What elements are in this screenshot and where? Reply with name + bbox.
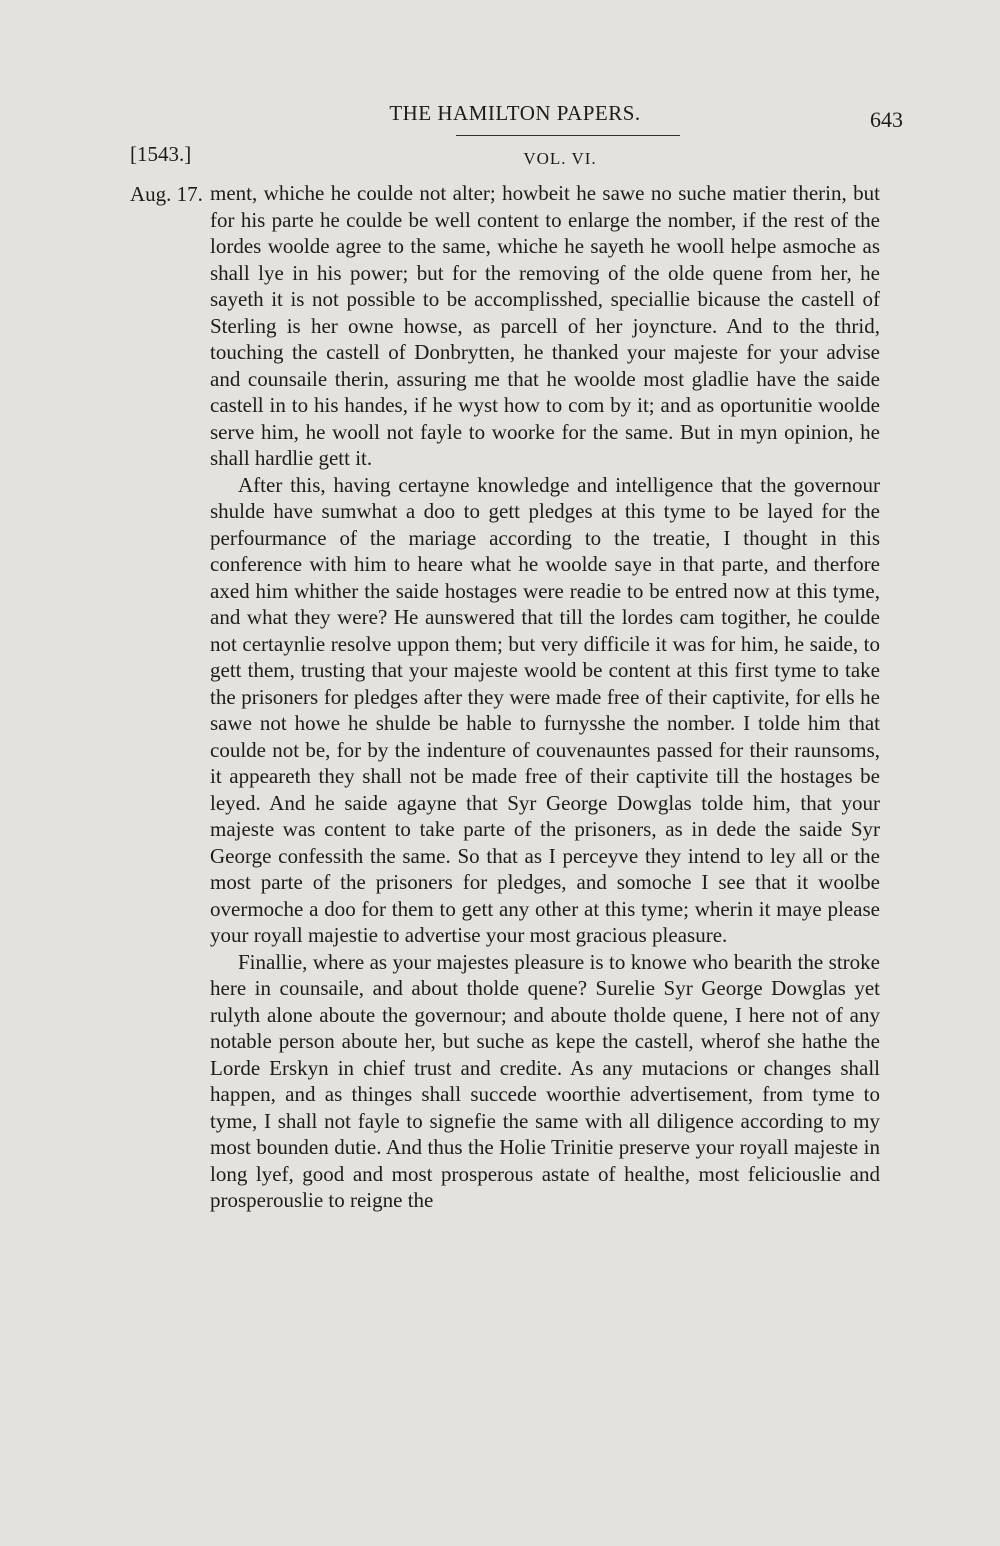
paragraph: Finallie, where as your majestes pleasure is to knowe who bearith the stroke here in counsaile, and about tholde quene? Surelie Syr George Dowglas yet rulyth alone aboute the governour; and aboute tholde quene, I here not of any notable person aboute her, but suche as kepe the castell, wherof she hathe the Lorde Erskyn in chief trust and credite. As any mutacions or changes shall happen, and as thinges shall succede woorthie advertisement, from tyme to tyme, I shall not fayle to signefie the same with all diligence according to my most bounden dutie. And thus the Holie Trinitie preserve your royall majeste in long lyef, good and most prosperous astate of healthe, most feliciouslie and prosperouslie to reigne the (210, 949, 880, 1212)
margin-year: [1543.] (130, 142, 192, 166)
volume-label-text: VOL. VI. (523, 149, 597, 168)
header-rule (456, 135, 680, 136)
running-head (0, 101, 1000, 126)
paragraph: After this, having certayne knowledge and intelligence that the governour shulde have sumwhat a doo to gett pledges at this tyme to be layed for the perfourmance of the mariage according to the treatie, I thought in this conference with him to heare what he woolde saye in that parte, and therfore axed him whither the saide hostages were readie to be entred now at this tyme, and what they were? He aunswered that till the lordes cam togither, he coulde not certaynlie resolve uppon them; but very difficile it was for him, he saide, to gett them, trusting that your majeste woold be content at this first tyme to take the prisoners for pledges after they were made free of their captivite, for ells he sawe not howe he shulde be hable to furnysshe the nomber. I tolde him that coulde not be, for by the indenture of couvenauntes passed for their raunsoms, it appeareth they shall not be made free of their captivite till the hostages be leyed. And he saide agayne that Syr George Dowglas tolde him, that your majeste was content to take parte of the prisoners, as in dede the saide Syr George confessith the same. So that as I perceyve they intend to ley all or the most parte of the prisoners for pledges, and somoche I see that it woolbe overmoche a doo for them to gett any other at this tyme; wherin it maye please your royall majestie to advertise your most gracious pleasure. (210, 472, 880, 947)
paragraph: ment, whiche he coulde not alter; howbeit he sawe no suche matier therin, but for his parte he coulde be well content to enlarge the nomber, if the rest of the lordes woolde agree to the same, whiche he sayeth he wooll helpe asmoche as shall lye in his power; but for the removing of the olde quene from her, he sayeth it is not possible to be accomplisshed, speciallie bicause the castell of Sterling is her owne howse, as parcell of her joyncture. And to the thrid, touching the castell of Donbrytten, he thanked your majeste for your advise and counsaile therin, assuring me that he woolde most gladlie have the saide castell in to his handes, if he wyst how to com by it; and as oportunitie woolde serve him, he wooll not fayle to woorke for the same. But in myn opinion, he shall hardlie gett it. (210, 181, 880, 470)
body-text (210, 180, 880, 1214)
margin-date: Aug. 17. (130, 182, 203, 206)
running-head-title: THE HAMILTON PAPERS. (389, 101, 641, 125)
page-number: 643 (870, 107, 903, 132)
